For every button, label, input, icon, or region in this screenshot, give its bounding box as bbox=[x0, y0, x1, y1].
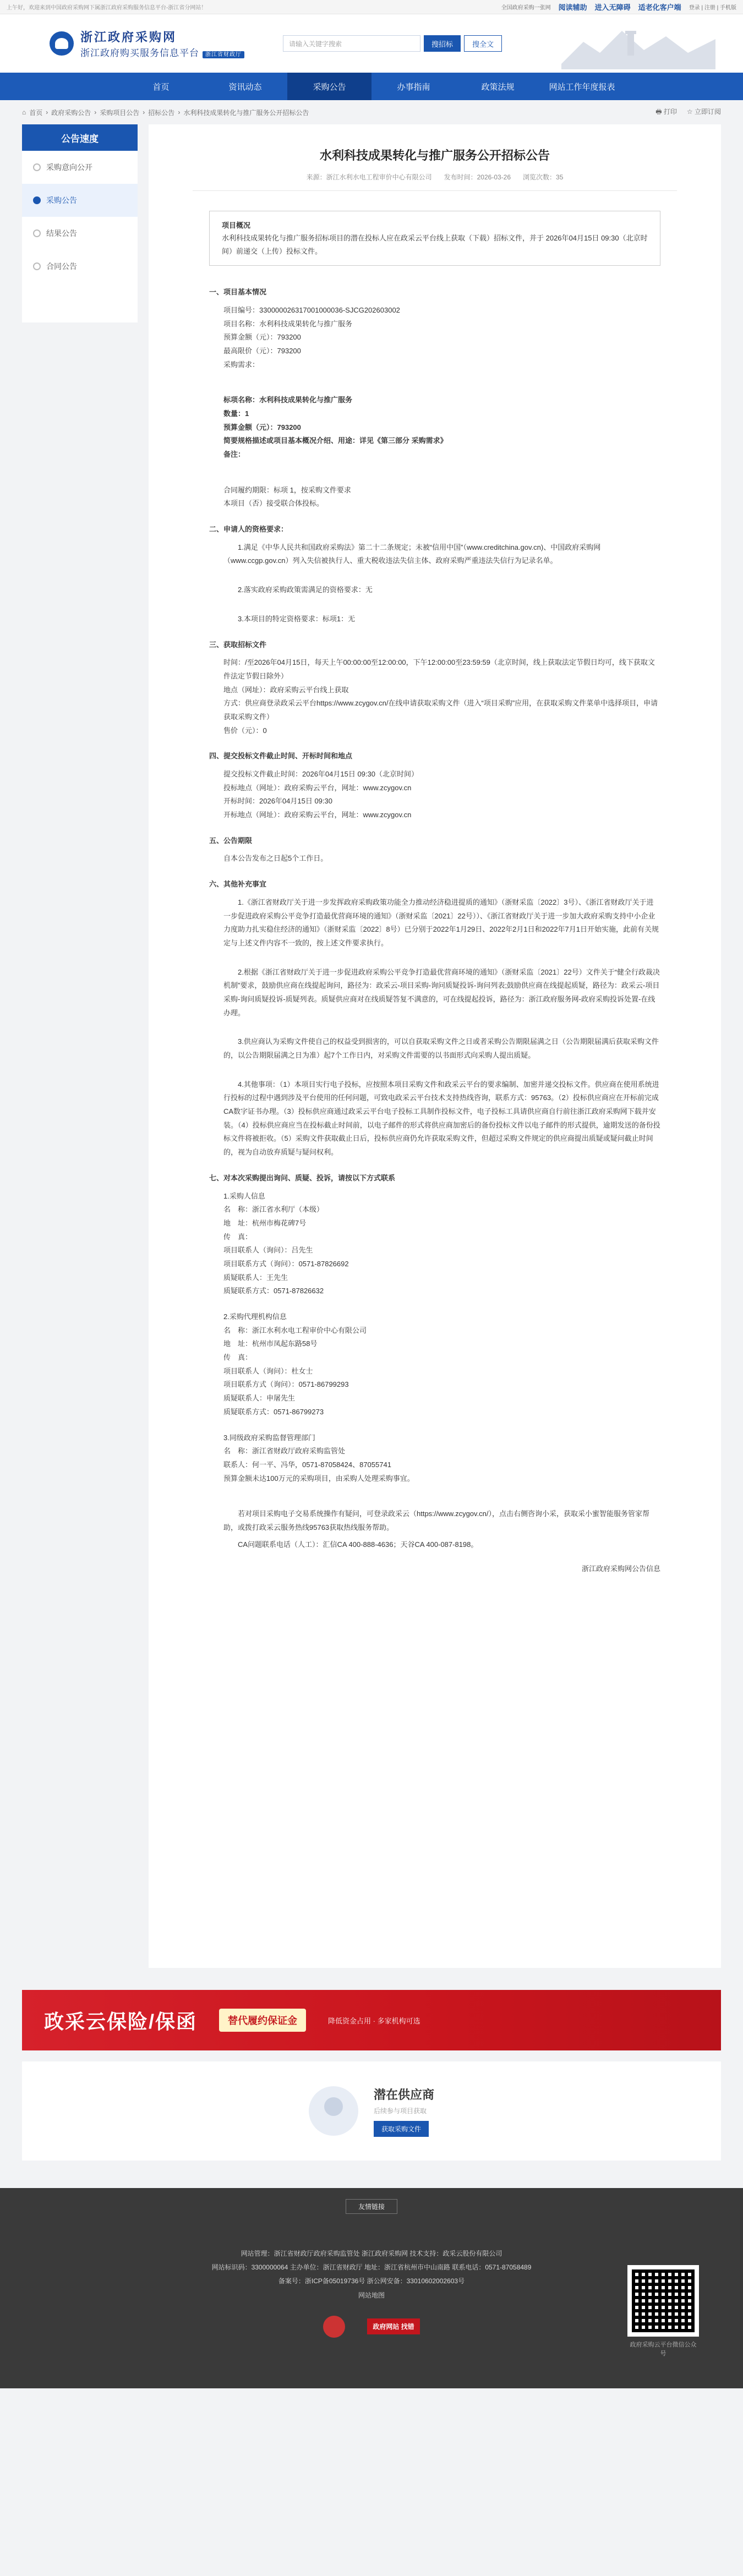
section-7-title: 七、对本次采购提出询问、质疑、投诉，请按以下方式联系 bbox=[209, 1173, 396, 1182]
supplier-avatar-icon bbox=[309, 2086, 358, 2136]
agent-line: 项目联系人（询问）：杜女士 bbox=[223, 1366, 313, 1375]
supervisor-line: 联系人：何一平、冯华，0571-87058424、87055741 bbox=[223, 1460, 391, 1469]
sidebar-item-result[interactable]: 结果公告 bbox=[22, 217, 138, 250]
police-badge-icon[interactable] bbox=[323, 2316, 345, 2338]
site-logo[interactable] bbox=[50, 28, 244, 59]
overview-title: 项目概况 bbox=[222, 221, 251, 229]
meta-date: 发布时间：2026-03-26 bbox=[444, 173, 511, 181]
s3-line: 地点（网址）：政府采购云平台线上获取 bbox=[223, 685, 349, 694]
s6-para: 2.根据《浙江省财政厅关于进一步促进政府采购公平竞争打造最优营商环境的通知》（浙财采监〔2021〕22号）文件关于“健全行政裁决机制”要求，鼓励供应商在线提起询问，路径为：政采云-项目采购-询问质疑投诉-询问列表;鼓励供应商在线提起质疑，路径为：政采云-项目采购-询问质疑投诉-质疑列表。质疑供应商对在线质疑答复不满意的，可在线提起投诉，路径为：浙江政府服务网-政府采购投诉处置-在线办理。 bbox=[223, 967, 660, 1017]
site-subtitle: 浙江政府购买服务信息平台 浙江省财政厅 bbox=[80, 45, 244, 59]
supplier-sub: 后续参与项目获取 bbox=[373, 2107, 427, 2115]
lot-line: 数量：1 bbox=[223, 409, 249, 418]
section-6-title: 六、其他补充事宜 bbox=[209, 880, 267, 889]
agent-line: 地 址：杭州市凤起东路58号 bbox=[223, 1339, 318, 1348]
subscribe-button[interactable]: ☆ 立即订阅 bbox=[686, 107, 721, 116]
topbar bbox=[0, 0, 743, 14]
lot-line: 标项名称：水利科技成果转化与推广服务 bbox=[223, 396, 353, 404]
sidebar-item-contract[interactable]: 合同公告 bbox=[22, 250, 138, 283]
login-register[interactable]: 登录 | 注册 | 手机版 bbox=[689, 5, 736, 11]
site-title: 浙江政府采购网 bbox=[80, 30, 177, 44]
overview-text: 水利科技成果转化与推广服务招标项目的潜在投标人应在政采云平台线上获取（下载）招标文件，并于 2026年04月15日 09:30（北京时间）前递交（上传）投标文件。 bbox=[222, 234, 648, 255]
s2-para: 3.本项目的特定资格要求：标项1：无 bbox=[238, 614, 356, 623]
nav-report[interactable]: 网站工作年度报表 bbox=[549, 82, 615, 92]
meta-source: 来源：浙江水利水电工程审价中心有限公司 bbox=[306, 173, 432, 181]
project-overview bbox=[209, 211, 660, 266]
get-docs-button[interactable]: 获取采购文件 bbox=[374, 2121, 429, 2137]
buyer-line: 传 真： bbox=[223, 1232, 253, 1241]
qr-code bbox=[627, 2265, 699, 2337]
section-5-title: 五、公告期限 bbox=[209, 836, 253, 845]
s5-text: 自本公告发布之日起5个工作日。 bbox=[223, 854, 328, 863]
sidebar-item-notice[interactable]: 采购公告 bbox=[22, 184, 138, 217]
insurance-banner[interactable] bbox=[22, 1990, 721, 2050]
buyer-line: 名 称：浙江省水利厅（本级） bbox=[223, 1205, 324, 1214]
printer-icon: 🖶 bbox=[655, 107, 664, 116]
s1-line: 项目编号：330000026317001000036-SJCG202603002 bbox=[223, 305, 400, 314]
crumb-current: 水利科技成果转化与推广服务公开招标公告 bbox=[183, 108, 309, 117]
step-dot-icon bbox=[33, 163, 41, 171]
crumb-gov[interactable]: 政府采购公告 bbox=[51, 108, 91, 117]
search-tender-button[interactable]: 搜招标 bbox=[424, 35, 461, 52]
s1-tail: 本项目（否）接受联合体投标。 bbox=[223, 499, 324, 508]
s2-para: 2.落实政府采购政策需满足的资格要求：无 bbox=[238, 586, 373, 594]
supervisor-line: 预算金额未达100万元的采购项目，由采购人处理采购事宜。 bbox=[223, 1474, 414, 1483]
ca-note: CA问题联系电话（人工）：汇信CA 400-888-4636；天谷CA 400-087-8198。 bbox=[238, 1540, 478, 1549]
buyer-line: 项目联系人（询问）：吕先生 bbox=[223, 1246, 313, 1255]
agent-line: 2.采购代理机构信息 bbox=[223, 1312, 287, 1321]
step-dot-icon bbox=[33, 262, 41, 270]
header-landscape-art bbox=[561, 20, 715, 69]
zcy-help-note: 若对项目采购电子交易系统操作有疑问，可登录政采云（https://www.zcygov.cn/），点击右侧咨询小采，获取采小蜜智能服务管家帮助，或拨打政采云服务热线95763获取热线服务帮助。 bbox=[223, 1509, 650, 1532]
lot-line: 简要规格描述或项目基本概况介绍、用途：详见《第三部分 采购需求》 bbox=[223, 436, 447, 445]
nav-news[interactable]: 资讯动态 bbox=[228, 82, 262, 92]
logo-emblem-icon bbox=[50, 31, 74, 56]
topbar-links bbox=[501, 2, 736, 12]
s4-line: 投标地点（网址）：政府采购云平台，网址：www.zcygov.cn bbox=[223, 783, 412, 792]
s1-tail: 合同履约期限：标项 1，按采购文件要求 bbox=[223, 485, 351, 494]
s2-para: 1.满足《中华人民共和国政府采购法》第二十二条规定；未被“信用中国”（www.creditchina.gov.cn)、中国政府采购网（www.ccgp.gov.cn）列入失信被执行人、重大税收违法失信主体、政府采购严重违法失信行为记录名单。 bbox=[223, 543, 601, 565]
lot-line: 预算金额（元）：793200 bbox=[223, 423, 301, 431]
link-read-assist[interactable]: 阅读辅助 bbox=[558, 3, 587, 12]
logo-text bbox=[80, 28, 244, 59]
buyer-line: 项目联系方式（询问）：0571-87826692 bbox=[223, 1259, 349, 1268]
s4-line: 开标时间：2026年04月15日 09:30 bbox=[223, 797, 332, 806]
section-1-title: 一、项目基本情况 bbox=[209, 288, 267, 297]
print-button[interactable]: 🖶 打印 bbox=[655, 107, 677, 116]
agent-line: 名 称：浙江水利水电工程审价中心有限公司 bbox=[223, 1326, 367, 1335]
potential-supplier-panel bbox=[22, 2061, 721, 2161]
announcement-content bbox=[149, 124, 721, 1968]
s6-para: 4.其他事项：（1）本项目实行电子投标，应按照本项目采购文件和政采云平台的要求编制、加密并递交投标文件。供应商在使用系统进行投标的过程中遇到涉及平台使用的任何问题，可致电政采云平台技术支持热线咨询，联系方式：95763。（2）投标供应商应在开标前完成CA数字证书办理。（3）投标供应商通过政采云平台电子投标工具制作投标文件，电子投标工具请供应商自行前往浙江政府采购网下载并安装。（4）投标供应商应当在投标截止时间前，以电子邮件的形式将供应商加密后的备份投标文件以电子邮件的形式提供，逾期发送的备份投标文件将被拒收。（5）采购文件获取截止日后，投标供应商仍允许获取采购文件，但超过采购文件规定的供应商提出质疑或疑问截止时间的，视为自动放弃质疑与疑问权利。 bbox=[223, 1080, 660, 1157]
buyer-line: 1.采购人信息 bbox=[223, 1191, 265, 1200]
doc-signature: 浙江政府采购网公告信息 bbox=[581, 1565, 660, 1573]
link-national[interactable]: 全国政府采购一张网 bbox=[501, 5, 551, 11]
welcome-text: 上午好，欢迎来到中国政府采购网下属浙江政府采购服务信息平台-浙江省分网站！ bbox=[7, 5, 207, 11]
crumb-home[interactable]: 首页 bbox=[29, 108, 43, 117]
s1-line: 采购需求： bbox=[223, 360, 260, 369]
nav-guide[interactable]: 办事指南 bbox=[397, 82, 430, 92]
s1-line: 预算金额（元）：793200 bbox=[223, 333, 301, 342]
lot-line: 备注： bbox=[223, 450, 245, 459]
link-accessible[interactable]: 进入无障碍 bbox=[594, 3, 631, 12]
section-3-title: 三、获取招标文件 bbox=[209, 640, 267, 649]
doc-body bbox=[193, 286, 677, 1576]
breadcrumb: ⌂ 首页 › 政府采购公告 › 采购项目公告 › 招标公告 › 水利科技成果转化与推广服务公开招标公告 🖶 打印 ☆ 立即订阅 bbox=[22, 100, 721, 124]
banner-title: 政采云保险/保函 bbox=[44, 2010, 198, 2033]
buyer-line: 质疑联系方式：0571-87826632 bbox=[223, 1287, 324, 1295]
s4-line: 开标地点（网址）：政府采购云平台，网址：www.zcygov.cn bbox=[223, 811, 412, 819]
main-nav bbox=[0, 73, 743, 100]
site-tag: 浙江省财政厅 bbox=[203, 51, 244, 58]
s1-line: 项目名称：水利科技成果转化与推广服务 bbox=[223, 319, 353, 328]
step-dot-icon bbox=[33, 196, 41, 204]
s4-line: 提交投标文件截止时间：2026年04月15日 09:30（北京时间） bbox=[223, 770, 418, 779]
sidebar-title: 公告速度 bbox=[22, 124, 138, 151]
buyer-line: 地 址：杭州市梅花碑7号 bbox=[223, 1218, 307, 1227]
lot-details bbox=[223, 393, 660, 461]
search-bar bbox=[283, 35, 502, 52]
main-area bbox=[22, 124, 721, 1968]
s6-para: 3.供应商认为采购文件使自己的权益受到损害的，可以自获取采购文件之日或者采购公告期限届满之日（公告期限届满后获取采购文件的，以公告期限届满之日为准）起7个工作日内，对采购文件需要的以书面形式向采购人提出质疑。 bbox=[223, 1037, 659, 1060]
sidebar-item-intent[interactable]: 采购意向公开 bbox=[22, 151, 138, 184]
site-header bbox=[0, 14, 743, 73]
nav-procurement[interactable]: 采购公告 bbox=[287, 73, 372, 100]
banner-sub: 降低资金占用 · 多家机构可选 bbox=[328, 2016, 420, 2025]
footer-line: 备案号：浙ICP备05019736号 浙公网安备：33010602002603号 bbox=[278, 2277, 465, 2285]
nav-policy[interactable]: 政策法规 bbox=[481, 82, 515, 92]
agent-line: 传 真： bbox=[223, 1353, 253, 1362]
crumb-project[interactable]: 采购项目公告 bbox=[100, 108, 140, 117]
qr-caption: 政府采购云平台微信公众号 bbox=[630, 2342, 697, 2357]
crumb-tender[interactable]: 招标公告 bbox=[148, 108, 175, 117]
supervisor-title: 3.同级政府采购监督管理部门 bbox=[223, 1433, 315, 1442]
gov-site-error-badge[interactable]: 政府网站 找错 bbox=[367, 2318, 419, 2334]
sitemap-link[interactable]: 网站地图 bbox=[358, 2291, 385, 2299]
nav-home[interactable]: 首页 bbox=[152, 82, 170, 92]
sidebar bbox=[22, 124, 138, 322]
banner-chip: 替代履约保证金 bbox=[219, 2009, 306, 2032]
s3-line: 方式：供应商登录政采云平台https://www.zcygov.cn/在线申请获取采购文件（进入“项目采购”应用，在获取采购文件菜单中选择项目，申请获取采购文件） bbox=[223, 699, 658, 721]
step-dot-icon bbox=[33, 229, 41, 237]
bell-icon: ☆ bbox=[686, 107, 695, 116]
s3-line: 时间：/至2026年04月15日，每天上午00:00:00至12:00:00，下午12:00:00至23:59:59（北京时间，线上获取法定节假日均可，线下获取文件法定节假日除外） bbox=[223, 658, 655, 680]
s1-line: 最高限价（元）：793200 bbox=[223, 346, 301, 355]
footer-line: 网站标识码：3300000064 主办单位：浙江省财政厅 地址：浙江省杭州市中山南路 联系电话：0571-87058489 bbox=[211, 2263, 532, 2272]
doc-meta bbox=[193, 172, 677, 191]
footer-line: 网站管理：浙江省财政厅政府采购监管处 浙江政府采购网 技术支持：政采云股份有限公司 bbox=[241, 2250, 502, 2257]
site-footer bbox=[0, 2188, 743, 2388]
supplier-title: 潜在供应商 bbox=[373, 2087, 434, 2102]
buyer-line: 质疑联系人：王先生 bbox=[223, 1273, 288, 1282]
link-elderly[interactable]: 适老化客户端 bbox=[638, 3, 681, 12]
agent-line: 质疑联系人：申屠先生 bbox=[223, 1394, 296, 1403]
friend-links-button[interactable]: 友情链接 bbox=[346, 2199, 397, 2214]
home-icon: ⌂ bbox=[22, 108, 26, 116]
section-4-title: 四、提交投标文件截止时间、开标时间和地点 bbox=[209, 752, 353, 761]
s6-para: 1.《浙江省财政厅关于进一步发挥政府采购政策功能全力推动经济稳进提质的通知》（浙财采监〔2022〕3号）、《浙江省财政厅关于进一步促进政府采购公平竞争打造最优营商环境的通知》（浙财采监〔2021〕22号））、《浙江省财政厅关于进一步加大政府采购支持中小企业力度助力扎实稳住经济的通知》（浙财采监〔2022〕8号）已分别于2022年1月29日、2022年2月1日和2022年7月1日开始实施，此前有关规定与上述文件内容不一致的，按上述文件要求执行。 bbox=[223, 898, 659, 947]
search-input[interactable]: 请输入关键字搜索 bbox=[283, 35, 420, 52]
supervisor-line: 名 称：浙江省财政厅政府采购监管处 bbox=[223, 1447, 346, 1456]
search-fulltext-button[interactable]: 搜全文 bbox=[464, 35, 502, 52]
section-2-title: 二、申请人的资格要求： bbox=[209, 525, 288, 534]
meta-views: 浏览次数：35 bbox=[523, 173, 564, 181]
agent-line: 质疑联系方式：0571-86799273 bbox=[223, 1407, 324, 1416]
agent-line: 项目联系方式（询问）：0571-86799293 bbox=[223, 1380, 349, 1389]
page-title: 水利科技成果转化与推广服务公开招标公告 bbox=[319, 149, 550, 162]
s3-line: 售价（元）：0 bbox=[223, 726, 267, 735]
